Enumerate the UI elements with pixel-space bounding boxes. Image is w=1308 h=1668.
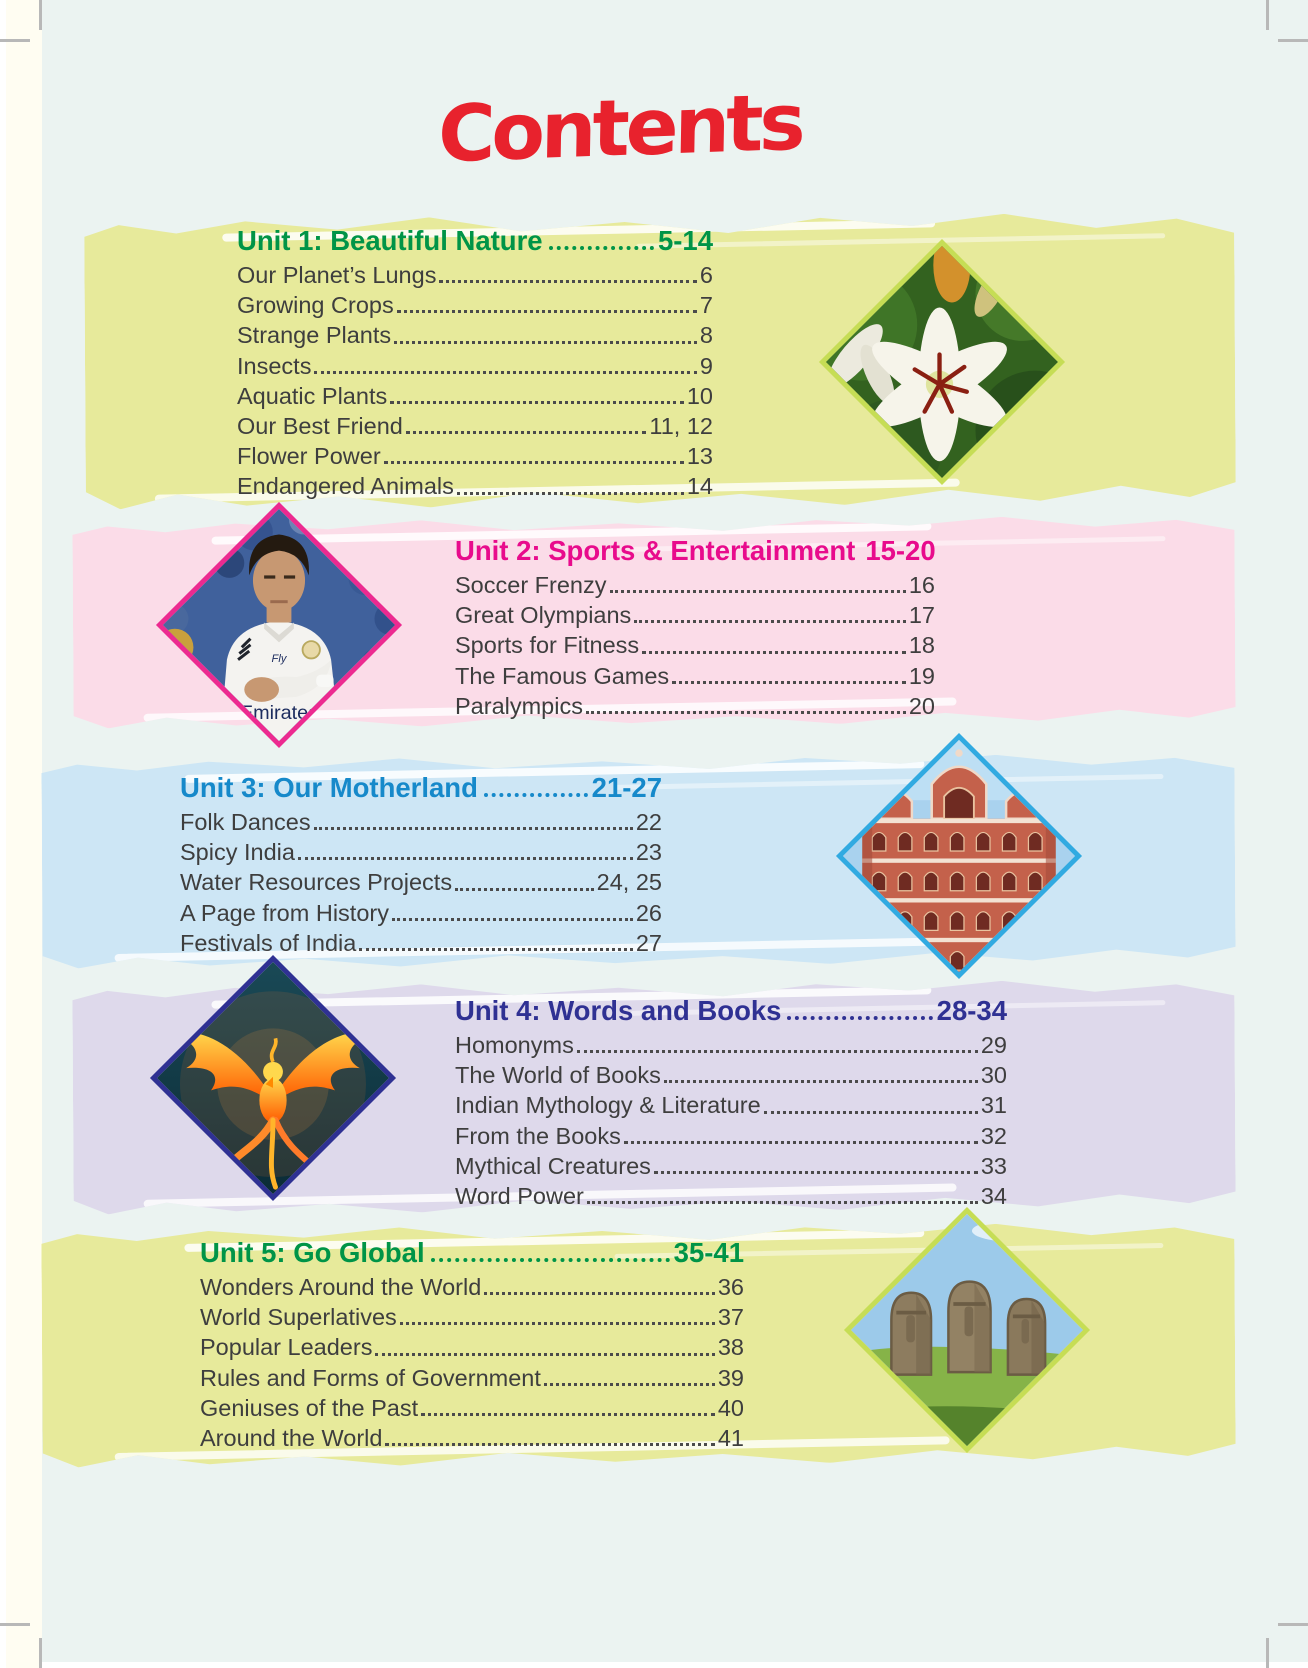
toc-item-label: Our Planet’s Lungs	[237, 262, 437, 288]
toc-item-page: 11, 12	[649, 413, 713, 440]
page-margin-strip	[6, 0, 42, 1668]
toc-row	[237, 290, 713, 320]
crop-mark	[1266, 0, 1269, 30]
dot-leader	[455, 888, 594, 891]
toc-row	[455, 570, 935, 600]
toc-item-page: 26	[635, 899, 662, 926]
toc-item-page: 32	[980, 1122, 1007, 1149]
toc-row	[455, 1151, 1007, 1181]
crop-mark	[0, 39, 30, 42]
toc-row	[455, 1090, 1007, 1120]
toc-row	[455, 661, 935, 691]
dot-leader	[577, 1050, 978, 1053]
toc-item-page: 22	[635, 809, 662, 835]
toc-row	[237, 320, 713, 350]
page-title: Contents	[437, 77, 803, 181]
toc-row	[455, 691, 935, 721]
dot-leader	[484, 793, 588, 797]
unit1-item-list	[237, 260, 713, 502]
dot-leader	[484, 1292, 715, 1295]
toc-item-page: 41	[717, 1425, 744, 1452]
toc-item-page: 18	[908, 632, 935, 659]
toc-item-page: 8	[699, 322, 713, 349]
toc-item-label: Festivals of India	[180, 929, 357, 956]
jersey-text-emirates: Emirates	[239, 702, 319, 725]
dot-leader	[439, 280, 696, 283]
toc-item-page: 33	[980, 1152, 1007, 1179]
unit3-heading	[180, 771, 662, 805]
toc-row	[180, 807, 662, 837]
unit1-heading	[237, 224, 713, 258]
toc-row	[180, 867, 662, 897]
unit2-toc	[455, 534, 935, 721]
toc-item-label: Geniuses of the Past	[200, 1394, 419, 1421]
toc-item-page: 23	[635, 839, 662, 866]
toc-item-page: 16	[908, 572, 935, 598]
unit-page-range: 21-27	[591, 772, 662, 803]
dot-leader	[654, 1171, 978, 1174]
unit1-toc	[237, 224, 713, 502]
dot-leader	[314, 827, 633, 830]
toc-item-label: Rules and Forms of Government	[200, 1364, 541, 1391]
dot-leader	[634, 620, 906, 623]
unit4-item-list	[455, 1030, 1007, 1211]
toc-row	[455, 1121, 1007, 1151]
toc-item-page: 6	[699, 262, 713, 288]
unit2-item-list	[455, 570, 935, 721]
toc-row	[200, 1332, 744, 1362]
toc-item-label: Endangered Animals	[237, 473, 454, 500]
crop-mark	[1266, 1638, 1269, 1668]
toc-item-label: The World of Books	[455, 1062, 661, 1089]
toc-row	[200, 1423, 744, 1453]
toc-item-page: 19	[908, 662, 935, 689]
crop-mark	[1278, 39, 1308, 42]
dot-leader	[764, 1111, 978, 1114]
toc-row	[180, 898, 662, 928]
dot-leader	[544, 1383, 715, 1386]
toc-item-page: 20	[908, 692, 935, 719]
toc-item-label: A Page from History	[180, 899, 389, 926]
toc-item-label: Flower Power	[237, 443, 381, 470]
toc-item-page: 30	[980, 1062, 1007, 1089]
toc-item-label: Mythical Creatures	[455, 1152, 651, 1179]
crop-mark	[0, 1623, 30, 1626]
unit-heading-label: Unit 2: Sports & Entertainment	[455, 535, 856, 566]
unit-heading-label: Unit 3: Our Motherland	[180, 772, 478, 803]
toc-item-page: 31	[980, 1092, 1007, 1119]
toc-row	[237, 411, 713, 441]
unit-heading-label: Unit 1: Beautiful Nature	[237, 225, 543, 256]
toc-row	[237, 471, 713, 501]
dot-leader	[664, 1080, 978, 1083]
unit4-toc	[455, 994, 1007, 1211]
toc-item-page: 9	[699, 352, 713, 379]
toc-item-label: Word Power	[455, 1183, 584, 1210]
toc-item-label: World Superlatives	[200, 1304, 397, 1331]
dot-leader	[421, 1413, 715, 1416]
dot-leader	[586, 711, 906, 714]
toc-item-label: Around the World	[200, 1425, 383, 1452]
crop-mark	[1278, 1623, 1308, 1626]
toc-item-label: Great Olympians	[455, 602, 632, 629]
dot-leader	[431, 1258, 670, 1262]
unit5-toc	[200, 1236, 744, 1453]
toc-item-label: Insects	[237, 352, 312, 379]
toc-item-label: Soccer Frenzy	[455, 572, 607, 598]
toc-item-page: 29	[980, 1032, 1007, 1058]
toc-item-page: 27	[635, 929, 662, 956]
toc-item-label: Folk Dances	[180, 809, 311, 835]
dot-leader	[642, 651, 906, 654]
unit-page-range: 15-20	[865, 535, 936, 566]
dot-leader	[385, 1443, 714, 1446]
unit-heading-label: Unit 4: Words and Books	[455, 995, 782, 1026]
toc-item-page: 34	[980, 1183, 1007, 1210]
toc-item-label: Popular Leaders	[200, 1334, 373, 1361]
toc-item-label: Sports for Fitness	[455, 632, 640, 659]
toc-item-label: Spicy India	[180, 839, 295, 866]
toc-item-page: 13	[686, 443, 713, 470]
jersey-text-fly: Fly	[271, 653, 287, 666]
toc-row	[237, 381, 713, 411]
unit3-toc	[180, 771, 662, 958]
toc-item-page: 17	[908, 602, 935, 629]
toc-item-label: Indian Mythology & Literature	[455, 1092, 761, 1119]
brush-streak	[636, 233, 1165, 249]
toc-item-page: 14	[686, 473, 713, 500]
crop-mark	[39, 0, 42, 30]
toc-item-page: 10	[686, 382, 713, 409]
dot-leader	[375, 1353, 714, 1356]
toc-row	[455, 1181, 1007, 1211]
toc-item-page: 24, 25	[596, 869, 662, 896]
toc-row	[237, 441, 713, 471]
toc-item-label: The Famous Games	[455, 662, 670, 689]
crop-mark	[39, 1638, 42, 1668]
toc-item-label: Strange Plants	[237, 322, 392, 349]
dot-leader	[314, 371, 696, 374]
dot-leader	[384, 461, 684, 464]
dot-leader	[457, 492, 684, 495]
toc-item-page: 39	[717, 1364, 744, 1391]
toc-item-page: 40	[717, 1394, 744, 1421]
brush-streak	[614, 774, 1163, 790]
toc-row	[455, 630, 935, 660]
toc-item-label: Wonders Around the World	[200, 1274, 482, 1300]
toc-row	[237, 260, 713, 290]
dot-leader	[549, 246, 654, 250]
toc-row	[455, 1060, 1007, 1090]
dot-leader	[610, 590, 906, 593]
toc-item-label: Homonyms	[455, 1032, 574, 1058]
toc-item-label: From the Books	[455, 1122, 621, 1149]
dot-leader	[397, 310, 697, 313]
unit4-heading	[455, 994, 1007, 1028]
toc-row	[200, 1302, 744, 1332]
unit3-item-list	[180, 807, 662, 958]
unit5-heading	[200, 1236, 744, 1270]
toc-item-page: 38	[717, 1334, 744, 1361]
toc-row	[455, 600, 935, 630]
dot-leader	[672, 681, 906, 684]
toc-row	[180, 928, 662, 958]
dot-leader	[298, 857, 633, 860]
toc-row	[200, 1393, 744, 1423]
toc-item-label: Our Best Friend	[237, 413, 403, 440]
toc-item-page: 36	[717, 1274, 744, 1300]
unit-page-range: 5-14	[657, 225, 713, 256]
toc-row	[200, 1363, 744, 1393]
dot-leader	[406, 431, 647, 434]
toc-row	[237, 351, 713, 381]
dot-leader	[400, 1322, 715, 1325]
dot-leader	[390, 401, 684, 404]
toc-item-page: 37	[717, 1304, 744, 1331]
dot-leader	[394, 341, 697, 344]
unit-heading-label: Unit 5: Go Global	[200, 1237, 425, 1268]
toc-row	[180, 837, 662, 867]
unit2-heading	[455, 534, 935, 568]
dot-leader	[624, 1141, 978, 1144]
unit5-item-list	[200, 1272, 744, 1453]
dot-leader	[359, 948, 633, 951]
toc-item-label: Paralympics	[455, 692, 583, 719]
toc-item-label: Growing Crops	[237, 292, 394, 319]
unit-page-range: 28-34	[936, 995, 1007, 1026]
dot-leader	[787, 1016, 932, 1020]
dot-leader	[587, 1201, 978, 1204]
toc-row	[200, 1272, 744, 1302]
toc-item-label: Aquatic Plants	[237, 382, 388, 409]
toc-row	[455, 1030, 1007, 1060]
unit-page-range: 35-41	[673, 1237, 744, 1268]
dot-leader	[392, 918, 633, 921]
toc-item-label: Water Resources Projects	[180, 869, 453, 896]
toc-item-page: 7	[699, 292, 713, 319]
